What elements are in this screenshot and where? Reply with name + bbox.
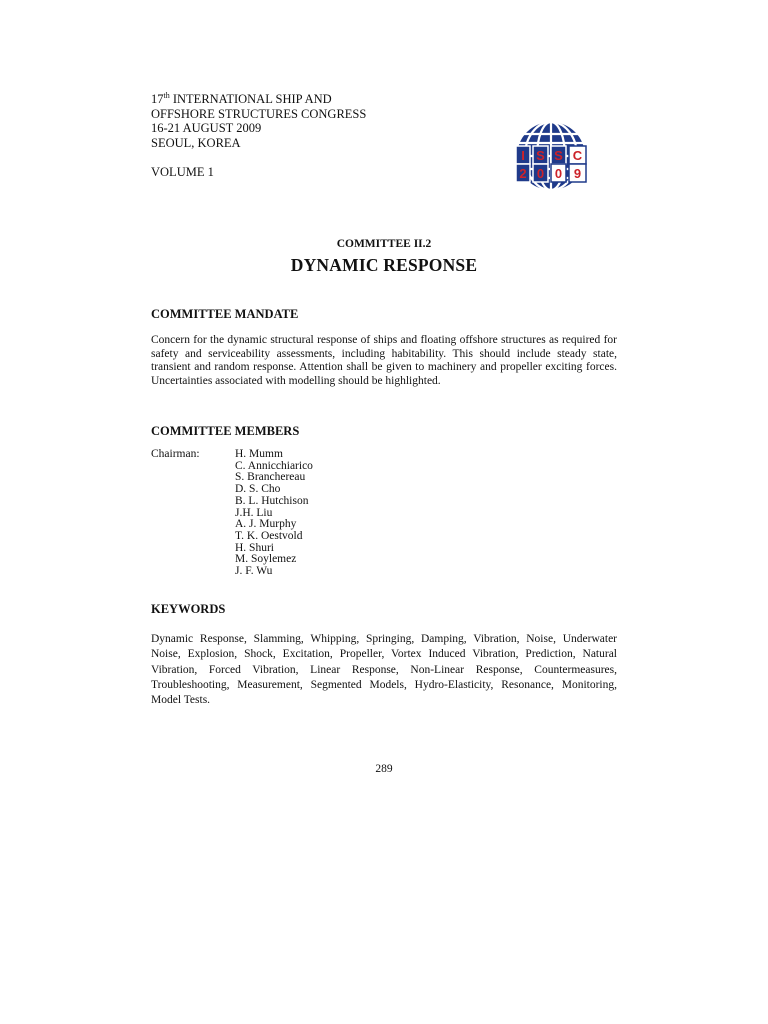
member-name: M. Soylemez xyxy=(235,553,297,566)
member-name: H. Shuri xyxy=(235,541,274,554)
volume-label: VOLUME 1 xyxy=(151,165,214,179)
logo-letter-c: C xyxy=(572,148,583,163)
member-name: J. F. Wu xyxy=(235,565,273,578)
mandate-text: Concern for the dynamic structural response of ships and floating offshore structures as required for safety and serviceability assessments, including habitability. This should include steady state, transient and random response. Attention shall be given to machinery and propeller exciting forces. Uncertainties associated with modelling should be highlighted. xyxy=(151,334,617,387)
header-line-3: 16-21 AUGUST 2009 xyxy=(151,121,262,135)
logo-digit-9: 9 xyxy=(573,166,582,181)
logo-digit-2: 2 xyxy=(519,166,527,181)
member-name: T. K. Oestvold xyxy=(235,529,303,542)
members-heading: COMMITTEE MEMBERS xyxy=(151,424,300,438)
header-line-4: SEOUL, KOREA xyxy=(151,135,241,150)
logo-digit-0b: 0 xyxy=(554,166,563,181)
chairman-label: Chairman: xyxy=(151,448,200,460)
header-line-1 xyxy=(151,92,366,107)
logo-letter-s2: S xyxy=(554,148,563,163)
mandate-heading: COMMITTEE MANDATE xyxy=(151,307,299,321)
header-ordinal: 17 xyxy=(151,92,164,106)
keywords-heading: KEYWORDS xyxy=(151,602,226,616)
header-line-2: OFFSHORE STRUCTURES CONGRESS xyxy=(151,106,367,121)
committee-number: COMMITTEE II.2 xyxy=(336,238,432,250)
member-name: C. Annicchiarico xyxy=(235,459,313,472)
keywords-text: Dynamic Response, Slamming, Whipping, Springing, Damping, Vibration, Noise, Underwater Noise, Explosion, Shock, Excitation, Propeller, Vortex Induced Vibration, Prediction, Natural Vibration, Forced Vibration, Linear Response, Non-Linear Response, Countermeasures, Troubleshooting, Measurement, Segmented Models, Hydro-Elasticity, Resonance, Monitoring, Model Tests. xyxy=(151,633,617,707)
logo-letter-grid xyxy=(516,146,586,182)
member-name: A. J. Murphy xyxy=(235,518,297,531)
page-title: DYNAMIC RESPONSE xyxy=(290,255,478,275)
page-number: 289 xyxy=(375,763,393,775)
congress-header xyxy=(151,92,366,180)
logo-letter-s1: S xyxy=(536,148,545,163)
logo-letter-i: I xyxy=(521,148,525,163)
member-name: H. Mumm xyxy=(235,448,283,460)
header-ordinal-suffix: th xyxy=(163,91,170,100)
member-name: J.H. Liu xyxy=(235,506,273,519)
members-list xyxy=(235,449,313,578)
logo-digit-0a: 0 xyxy=(536,166,545,181)
member-name: B. L. Hutchison xyxy=(235,494,309,507)
member-name: D. S. Cho xyxy=(235,483,281,496)
header-line-1-rest: INTERNATIONAL SHIP AND xyxy=(169,92,332,106)
issc-globe-logo xyxy=(511,119,621,193)
member-name: S. Branchereau xyxy=(235,471,306,484)
